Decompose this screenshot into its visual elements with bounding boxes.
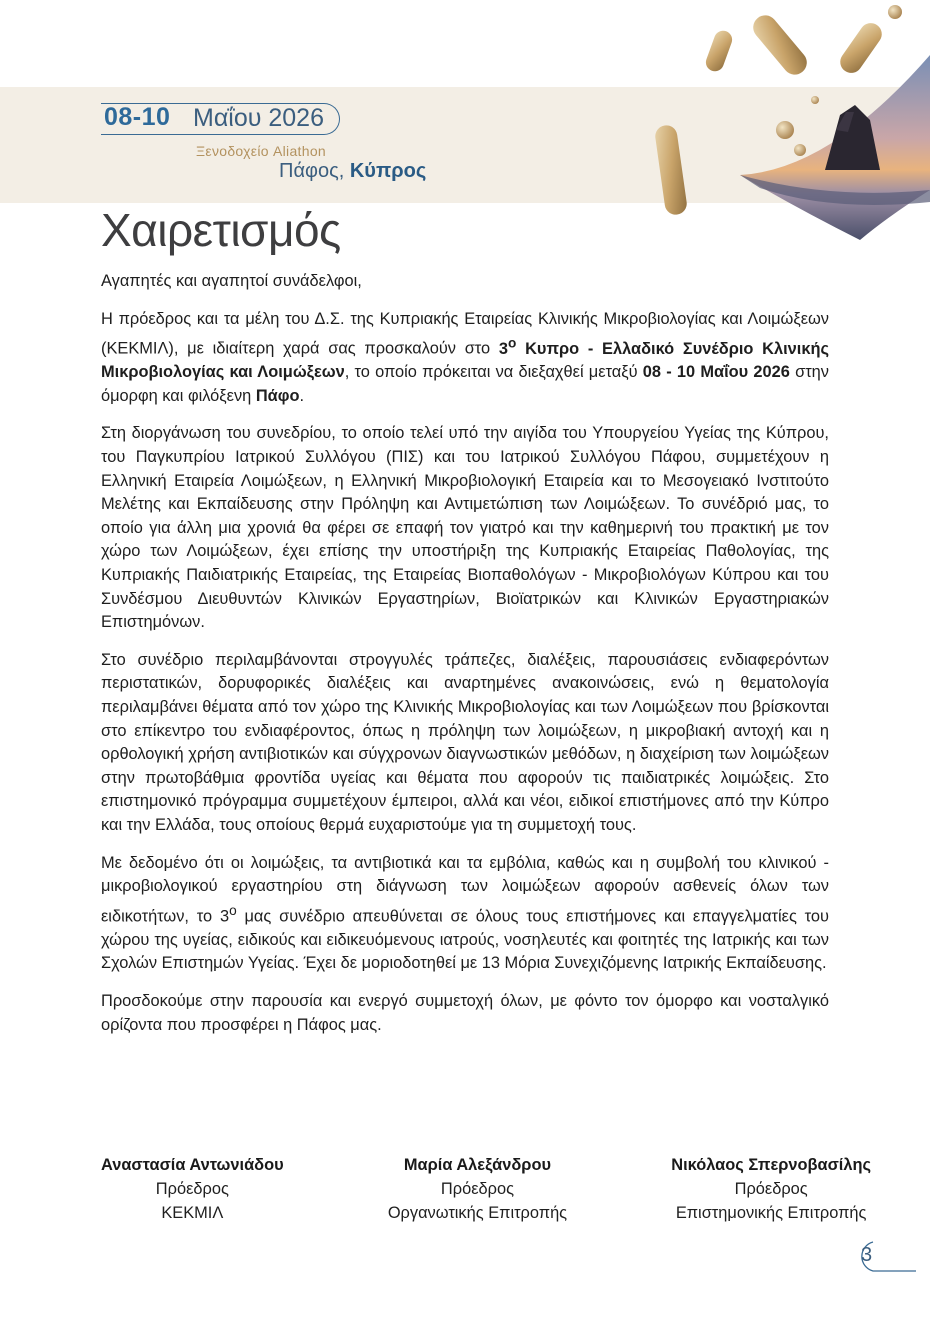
signatory-role: Πρόεδρος (155, 1180, 229, 1198)
page-number: 3 (861, 1244, 873, 1266)
congress-ordinal: 3 (498, 339, 509, 358)
paragraph-closing: Προσδοκούμε στην παρουσία και ενεργό συμμετοχή όλων, με φόντο τον όμορφο και νοσταλγικό ορίζοντα που προσφέρει η Πάφος μας. (101, 991, 829, 1034)
page-title: Χαιρετισμός (101, 204, 341, 256)
greeting: Αγαπητές και αγαπητοί συνάδελφοι, (101, 272, 362, 290)
congress-city: Πάφο (255, 386, 300, 405)
paragraph-audience (101, 852, 829, 976)
p1-text-1: Η πρόεδρος και τα μέλη του Δ.Σ. της Κυπριακής Εταιρείας Κλινικής Μικροβιολογίας και Λοιμώξεων (ΚΕΚΜΙΛ), με ιδιαίτερη χαρά σας προσκαλούν στο (101, 309, 829, 358)
letter-body (101, 270, 829, 1051)
signatory-org: Επιστημονικής Επιτροπής (675, 1204, 867, 1222)
p1-text-2: , το οποίο πρόκειται να διεξαχθεί μεταξύ (344, 363, 643, 382)
paragraph-program: Στο συνέδριο περιλαμβάνονται στρογγυλές τράπεζες, διαλέξεις, παρουσιάσεις ενδιαφερόντων περιστατικών, δορυφορικές διαλέξεις και αναρτημένες ανακοινώσεις, ενώ η θεματολογία περιλαμβάνει θέματα από τον χώρο της Κλινικής Μικροβιολογίας και των Λοιμώξεων που βρίσκονται στο επίκεντρο του ενδιαφέροντος, όπως η πρόληψη των λοιμώξεων, η μικροβιακή αντοχή και η ορθολογική χρήση αντιβιοτικών και σύγχρονων διαγνωστικών μεθόδων, η διαχείριση των λοιμώξεων στην πρωτοβάθμια φροντίδα υγείας και θέματα που αφορούν τις παιδιατρικές λοιμώξεις. Στο επιστημονικό πρόγραμμα συμμετέχουν έμπειροι, αλλά και νέοι, ειδικοί επιστήμονες από την Κύπρο και την Ελλάδα, τους οποίους θερμά ευχαριστούμε για τη συμμετοχή τους. (101, 650, 829, 834)
p4-ordinal: 3 (219, 907, 230, 926)
paragraph-invitation (101, 308, 829, 409)
signature-block (101, 1153, 284, 1225)
signatory-role: Πρόεδρος (734, 1180, 808, 1198)
event-month-year: Μαΐου 2026 (193, 104, 324, 132)
country-name: Κύπρος (349, 160, 427, 182)
signature-block (388, 1153, 567, 1225)
congress-name: Κυπρο - Ελλαδικό Συνέδριο Κλινικής Μικροβιολογίας και Λοιμώξεων (101, 339, 829, 382)
paragraph-organization: Στη διοργάνωση του συνεδρίου, το οποίο τελεί υπό την αιγίδα του Υπουργείου Υγείας της Κύπρου, του Παγκυπρίου Ιατρικού Συλλόγου (ΠΙΣ) και του Ιατρικού Συλλόγου Πάφου, συμμετέχουν η Ελληνική Εταιρεία Λοιμώξεων, η Ελληνική Μικροβιολογική Εταιρεία και το Μεσογειακό Ινστιτούτο Μελέτης και Εκπαίδευσης στην Πρόληψη και Αντιμετώπιση των Λοιμώξεων. Το συνέδριό μας, το οποίο για άλλη μια χρονιά θα φέρει σε επαφή τον γιατρό και την καθημερινή του πρακτική με τον χώρο των Λοιμώξεων, έχει επίσης την υποστήριξη της Κυπριακής Εταιρείας Παθολογίας, της Κυπριακής Παιδιατρικής Εταιρείας, της Εταιρείας Βιοπαθολόγων - Μικροβιολόγων Κύπρου και του Συνδέσμου Διευθυντών Κλινικών Εργαστηρίων, Βιοϊατρικών και Κλινικών Εργαστηριακών Επιστημόνων. (101, 424, 829, 632)
city-prefix: Πάφος, (279, 160, 345, 182)
signatory-org: ΚΕΚΜΙΛ (161, 1204, 224, 1222)
p1-text-4: . (299, 386, 305, 405)
congress-dates: 08 - 10 Μαΐου 2026 (642, 363, 790, 382)
signatures (101, 1153, 871, 1225)
event-location (279, 160, 426, 183)
signatory-name: Νικόλαος Σπερνοβασίλης (671, 1156, 871, 1174)
congress-ordinal-suffix: ο (508, 335, 517, 351)
p1-text-3: στην όμορφη και φιλόξενη (101, 363, 829, 405)
signatory-org: Οργανωτικής Επιτροπής (387, 1204, 568, 1222)
signatory-role: Πρόεδρος (440, 1180, 514, 1198)
venue-name: Ξενοδοχείο Aliathon (196, 143, 326, 159)
p4-ordinal-suffix: ο (229, 902, 237, 918)
header-photo-decoration (640, 0, 930, 245)
event-days: 08-10 (104, 103, 171, 131)
signature-block (671, 1153, 871, 1225)
p4-text-2: μας συνέδριο απευθύνεται σε όλους τους επιστήμονες και επαγγελματίες του χώρου της υγείας, ειδικούς και ειδικευόμενους ιατρούς, νοσηλευτές και φοιτητές της Ιατρικής και των Σχολών Επιστημών Υγείας. Έχει δε μοριοδοτηθεί με 13 Μόρια Συνεχιζόμενης Ιατρικής Εκπαίδευσης. (101, 907, 829, 973)
signatory-name: Μαρία Αλεξάνδρου (403, 1156, 551, 1174)
signatory-name: Αναστασία Αντωνιάδου (101, 1156, 284, 1174)
p4-text-1: Με δεδομένο ότι οι λοιμώξεις, τα αντιβιοτικά και τα εμβόλια, καθώς και η συμβολή του κλινικού - μικροβιολογικού εργαστηρίου στη διάγνωση των λοιμώξεων αφορούν ασθενείς όλων των ειδικοτήτων, το (101, 853, 829, 926)
